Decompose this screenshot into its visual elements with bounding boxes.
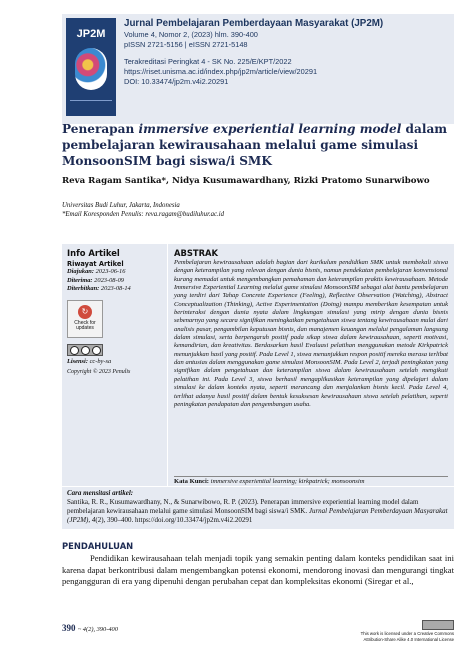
journal-cover-image bbox=[66, 18, 116, 116]
copyright: Copyright © 2023 Penulis bbox=[67, 368, 131, 375]
journal-url-link[interactable]: https://riset.unisma.ac.id/index.php/jp2m/article/view/20291 bbox=[124, 67, 318, 76]
corresponding-email: *Email Koresponden Penulis: reva.ragam@budiluhur.ac.id bbox=[62, 211, 225, 219]
submitted-row: Diajukan: 2023-06-16 bbox=[67, 268, 126, 275]
abstract-text: Pembelajaran kewirausahaan adalah bagian dari kurikulum pendidikan SMK untuk membekali siswa dengan keterampilan yang relevan dengan dunia bisnis, namun pendekatan pembelajaran konvensional kurang memadai untuk mengembangkan pemahaman dan keterampilan praktis kewirausahaan. Metode Immersive Experiential Learning melalui game simulasi MonsoonSIM sebagai alat bantu pembelajaran yang terdiri dari Tahap Concrete Experience (Feeling), Reflective Observation (Watching), Abstract Conceptualization (Thinking), Active Experimentation (Doing) mampu memberikan kesempatan untuk berinteraksi dengan dunia nyata dalam lingkungan simulasi yang mirip dengan dunia bisnis sebenarnya yang secara signifikan meningkatkan pengetahuan siswa tentang kewirausahaan mulai dari analisis pasar, pengambilan keputusan bisnis, dan manajemen keuangan melalui pengalaman langsung dalam simulasi, serta berpengaruh positif pada sikap siswa dalam kewirausahaan, seperti motivasi, kemandirian, dan kreativitas. Berdasarkan hasil Evaluasi pelatihan menggunakan metode Kirkpatrick menunjukkan hasil yang positif. Pada Level 1, siswa menunjukkan respon positif mereka merasa terlibat dan antusias dalam menggunakan game simulasi MonsoonSIM. Pada Level 2, terjadi peningkatan yang signifikan dalam pengetahuan dan keterampilan siswa dalam kewirausahaan setelah mengikuti pelatihan ini. Pada Level 3, siswa berhasil mengaplikasikan keterampilan yang dipelajari dalam simulasi ke dalam konteks nyata, seperti merancang dan menjalankan bisnis kecil. Pada Level 4, terlihat adanya hasil positif dalam bentuk kesuksesan kewirausahaan siswa setelah pelatihan, seperti peningkatan pendapatan dan pengembangan usaha. bbox=[174, 259, 448, 408]
title-italic: immersive experiential learning model bbox=[138, 122, 402, 136]
authors: Reva Ragam Santika*, Nidya Kusumawardhany, Rizki Pratomo Sunarwibowo bbox=[62, 176, 430, 186]
citation-text: Santika, R. R., Kusumawardhany, N., & Sunarwibowo, R. P. (2023). Penerapan immersive experiential learning model dalam pembelajaran kewirausahaan melalui game simulasi MonsoonSIM bagi siswa/i SMK. Jurnal Pembelajaran Pemberdayaan Masyarakat (JP2M), 4(2), 390–400. https://doi.org/10.33474/jp2m.v4i2.20291 bbox=[67, 498, 448, 524]
title-part1: Penerapan bbox=[62, 122, 139, 136]
journal-header bbox=[62, 14, 454, 124]
title-part2: dalam pembelajaran kewirausahaan melalui game simulasi MonsoonSIM bagi siswa/i SMK bbox=[62, 122, 448, 168]
abstract-panel bbox=[168, 244, 454, 486]
abstract-heading: ABSTRAK bbox=[174, 248, 219, 258]
article-info-panel bbox=[62, 244, 167, 486]
license-row: Lisensi: cc-by-sa bbox=[67, 357, 112, 365]
published-row: Diterbitkan: 2023-08-14 bbox=[67, 285, 131, 293]
info-heading: Info Artikel bbox=[67, 248, 120, 258]
journal-issn: pISSN 2721-5156 | eISSN 2721-5148 bbox=[124, 40, 248, 49]
check-label: Check for updates bbox=[74, 319, 96, 332]
accepted-row: Diterima: 2023-08-09 bbox=[67, 276, 124, 284]
page-footer bbox=[62, 623, 118, 633]
keywords: Kata Kunci: immersive experiential learning; kirkpatrick; monsoonsim bbox=[174, 476, 448, 485]
cc-by-sa-icon bbox=[67, 344, 103, 356]
page-number: 390 bbox=[62, 623, 76, 633]
history-heading: Riwayat Artikel bbox=[67, 260, 124, 268]
page-range: ~ 4(2), 390-400 bbox=[77, 626, 118, 633]
journal-doi[interactable]: DOI: 10.33474/jp2m.v4i2.20291 bbox=[124, 77, 229, 86]
citation-box bbox=[62, 487, 454, 529]
footer-license bbox=[354, 620, 454, 646]
check-for-updates-button[interactable] bbox=[67, 300, 103, 338]
citation-heading: Cara mensitasi artikel: bbox=[67, 489, 134, 497]
journal-volume: Volume 4, Nomor 2, (2023) hlm. 390-400 bbox=[124, 30, 258, 39]
journal-info bbox=[124, 18, 449, 87]
journal-accreditation: Terakreditasi Peringkat 4 - SK No. 225/E/KPT/2022 bbox=[124, 57, 292, 66]
article-title bbox=[62, 122, 462, 169]
cover-footer-band bbox=[70, 100, 112, 110]
introduction-text: Pendidikan kewirausahaan telah menjadi topik yang semakin penting dalam konteks pendidikan saat ini karena dapat berkontribusi dalam mengembangkan potensi ekonomi, mendorong inovasi dan mengurangi tingkat pengangguran di era yang dipenuhi dengan perubahan cepat dan kompleksitas ekonomi (Siregar et al., bbox=[62, 553, 454, 587]
license-text: This work is licensed under a Creative Commons Attribution-Share Alike 4.0 International License bbox=[360, 631, 454, 642]
refresh-icon: ↻ bbox=[78, 305, 92, 319]
cc-license-icon bbox=[422, 620, 454, 630]
affiliation: Universitas Budi Luhur, Jakarta, Indonesia bbox=[62, 202, 180, 209]
cover-title: JP2M bbox=[76, 28, 106, 40]
affiliation-block bbox=[62, 201, 462, 219]
journal-name: Jurnal Pembelajaran Pemberdayaan Masyarakat (JP2M) bbox=[124, 18, 384, 29]
cover-illustration bbox=[75, 48, 107, 90]
introduction-heading: PENDAHULUAN bbox=[62, 541, 134, 551]
